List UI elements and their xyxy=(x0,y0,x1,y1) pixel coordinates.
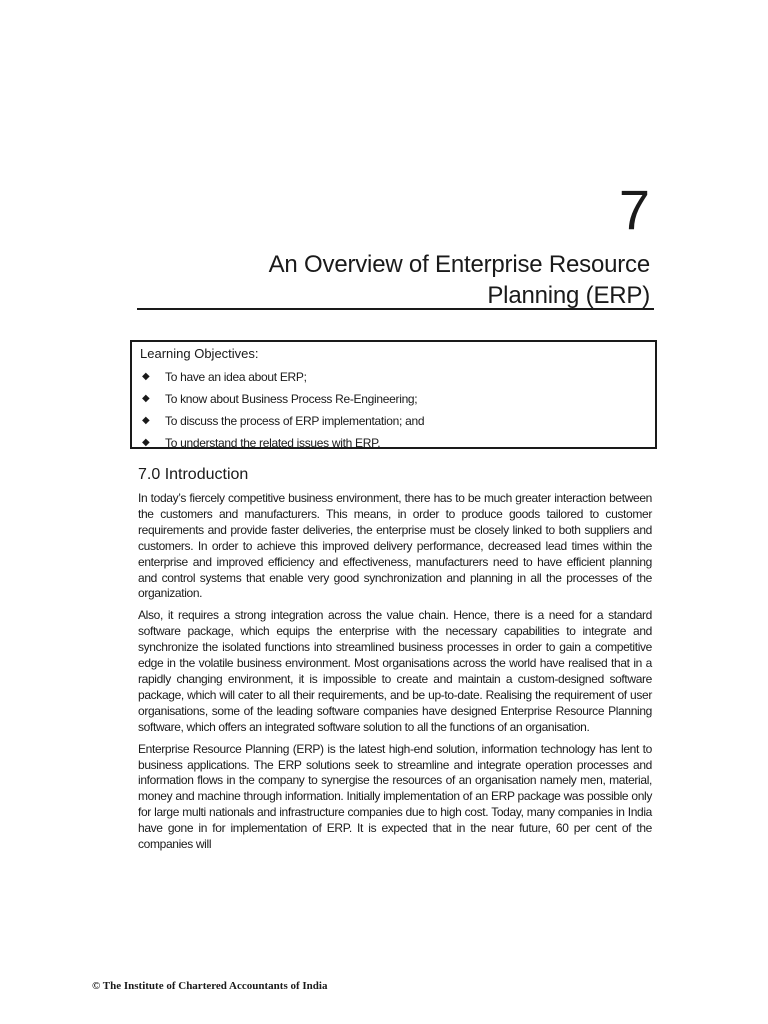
learning-objectives-heading: Learning Objectives: xyxy=(140,346,259,361)
diamond-bullet-icon: ◆ xyxy=(142,371,150,382)
page-footer: © The Institute of Chartered Accountants of India xyxy=(92,980,328,992)
title-divider xyxy=(137,308,654,310)
paragraph: Enterprise Resource Planning (ERP) is the latest high-end solution, information technology has lent to business applications. The ERP solutions seek to streamline and integrate operation processes and information flows in the company to synergise the resources of an organisation namely men, material, money and machine through information. Initially implementation of an ERP package was possible only for large multi nationals and infrastructure companies due to high cost. Today, many companies in India have gone in for implementation of ERP. It is expected that in the near future, 60 per cent of the companies will xyxy=(138,741,652,852)
list-item-text: To understand the related issues with ERP. xyxy=(165,436,381,450)
list-item-text: To discuss the process of ERP implementation; and xyxy=(165,414,425,428)
list-item xyxy=(140,366,647,388)
list-item xyxy=(140,410,647,432)
list-item xyxy=(140,432,647,454)
list-item-text: To know about Business Process Re-Engineering; xyxy=(165,392,418,406)
paragraph: In today’s fiercely competitive business environment, there has to be much greater interaction between the customers and manufacturers. This means, in order to produce goods tailored to customer requirements and provide faster deliveries, the enterprise must be closely linked to both suppliers and customers. In order to achieve this improved delivery performance, decreased lead times within the enterprise and improved efficiency and effectiveness, manufacturers need to have efficient planning and control systems that enable very good synchronization and planning in all the processes of the organization. xyxy=(138,491,652,601)
diamond-bullet-icon: ◆ xyxy=(142,437,150,448)
paragraph: Also, it requires a strong integration across the value chain. Hence, there is a need for a standard software package, which equips the enterprise with the necessary capabilities to integrate and synchronize the isolated functions into streamlined business processes in order to gain a competitive edge in the volatile business environment. Most organisations across the world have realised that in a rapidly changing environment, it is impossible to create and maintain a custom-designed software package, which will cater to all their requirements, and be up-to-date. Realising the requirement of user organisations, some of the leading software companies have designed Enterprise Resource Planning software, which offers an integrated software solution to all the functions of an organisation. xyxy=(138,608,652,734)
section-heading: 7.0 Introduction xyxy=(138,466,249,483)
diamond-bullet-icon: ◆ xyxy=(142,415,150,426)
learning-objectives-list xyxy=(140,366,647,454)
list-item-text: To have an idea about ERP; xyxy=(165,370,307,384)
learning-objectives-box xyxy=(130,340,657,449)
chapter-number: 7 xyxy=(618,178,650,241)
section-body xyxy=(138,491,652,859)
chapter-title: An Overview of Enterprise Resource Planning (ERP) xyxy=(268,251,650,309)
list-item xyxy=(140,388,647,410)
diamond-bullet-icon: ◆ xyxy=(142,393,150,404)
